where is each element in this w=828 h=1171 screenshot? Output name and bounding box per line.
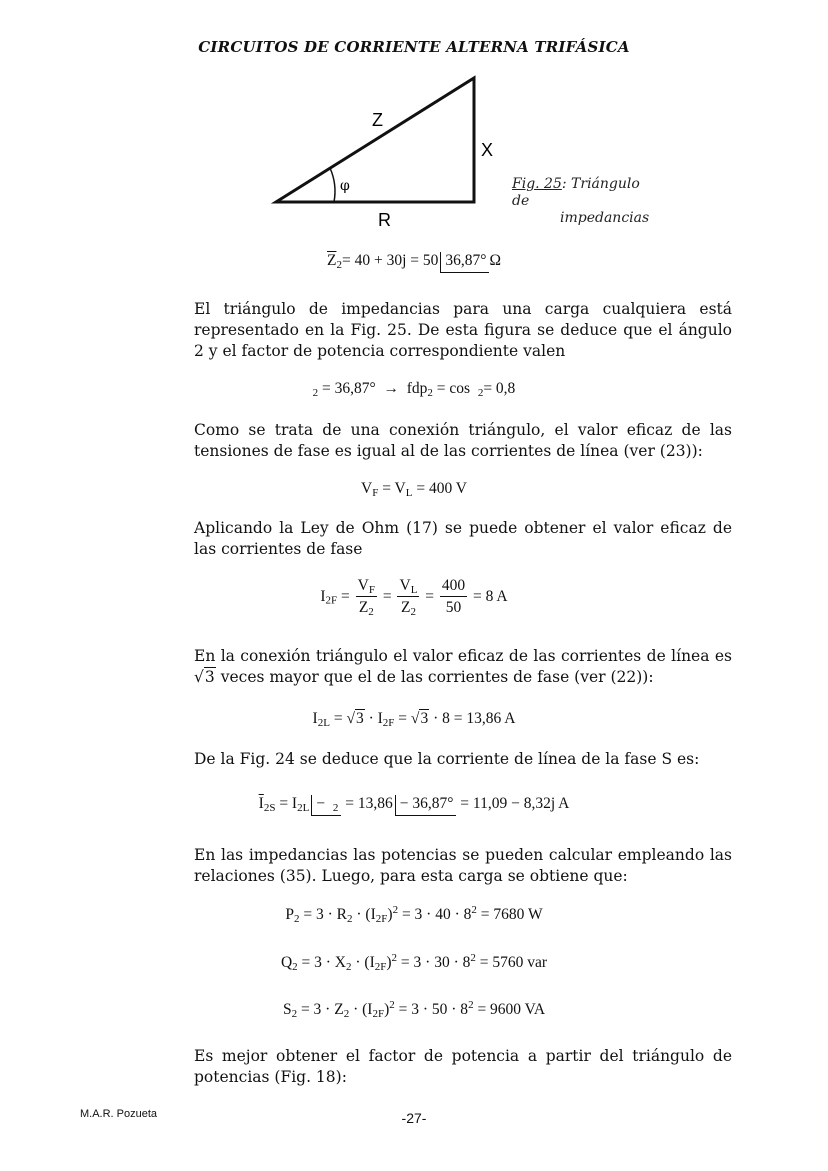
triangle-shape [276,78,474,202]
equation-p2: $P_2 = 3 \cdot R_2 \cdot (I_{2F})^2 = 3 \cdot 40 \cdot 8^2 = 7680$ W [285,904,543,925]
equation-vf: $V_F = V_L = 400$ V [361,480,467,499]
equation-z2: $\overline{Z}_2= 40 + 30j = 50$ 36,87°Ω [327,252,501,271]
page-header: CIRCUITOS DE CORRIENTE ALTERNA TRIFÁSICA [198,38,630,56]
impedance-triangle-diagram [268,70,508,240]
caption-fig-ref: Fig. 25 [512,176,562,192]
phi-angle-arc [330,168,335,202]
equation-i2s: $\overline{I}_{2S} = I_{2L} - _2 = 13,86 - 36,87^\circ = 11,09 - 8,32j$ A [258,795,570,814]
caption-text-2: impedancias [560,210,650,226]
paragraph-2: Como se trata de una conexión triángulo, el valor eficaz de las tensiones de fase es igual al de las corrientes de línea (ver (23)): [194,421,732,460]
equation-q2: $Q_2 = 3 \cdot X_2 \cdot (I_{2F})^2 = 3 \cdot 30 \cdot 8^2 = 5760$ var [280,952,548,973]
paragraph-5: De la Fig. 24 se deduce que la corriente de línea de la fase S es: [194,750,700,768]
paragraph-7: Es mejor obtener el factor de potencia a partir del triángulo de potencias (Fig. 18): [194,1047,732,1086]
figure-caption [512,176,652,227]
label-x: X [481,140,494,160]
label-z: Z [372,110,383,130]
footer-author: M.A.R. Pozueta [80,1108,158,1120]
paragraph-3: Aplicando la Ley de Ohm (17) se puede obtener el valor eficaz de las corrientes de fase [194,519,732,558]
label-phi: φ [340,178,350,194]
caption-text-1: : Triángulo de [512,176,640,209]
equation-s2: $S_2 = 3 \cdot Z_2 \cdot (I_{2F})^2 = 3 \cdot 50 \cdot 8^2 = 9600$ VA [282,999,546,1020]
paragraph-4: En la conexión triángulo el valor eficaz de las corrientes de línea es √3 veces mayor que el de las corrientes de fase (ver (22)): [194,647,732,686]
label-r: R [378,210,391,230]
paragraph-1: El triángulo de impedancias para una carga cualquiera está representado en la Fig. 25. De esta figura se deduce que el ángulo 2 y el factor de potencia correspondiente valen [194,300,732,360]
paragraph-6: En las impedancias las potencias se pueden calcular empleando las relaciones (35). Luego, para esta carga se obtiene que: [194,846,732,885]
page-number: -27- [401,1110,427,1126]
equation-phi2: $_2$ = 36,87° → fdp$_2$ = cos $_2$= 0,8 [312,380,516,399]
equation-i2l: $I_{2L} = √3 \cdot I_{2F} = √3 \cdot 8 = 13,86$ A [312,710,516,729]
equation-i2f: $I_{2F}$ = $\frac{V_F}{Z_2}$ = $\frac{V_L}{Z_2}$ = $\frac{400}{50}$ = 8 A [320,577,508,618]
